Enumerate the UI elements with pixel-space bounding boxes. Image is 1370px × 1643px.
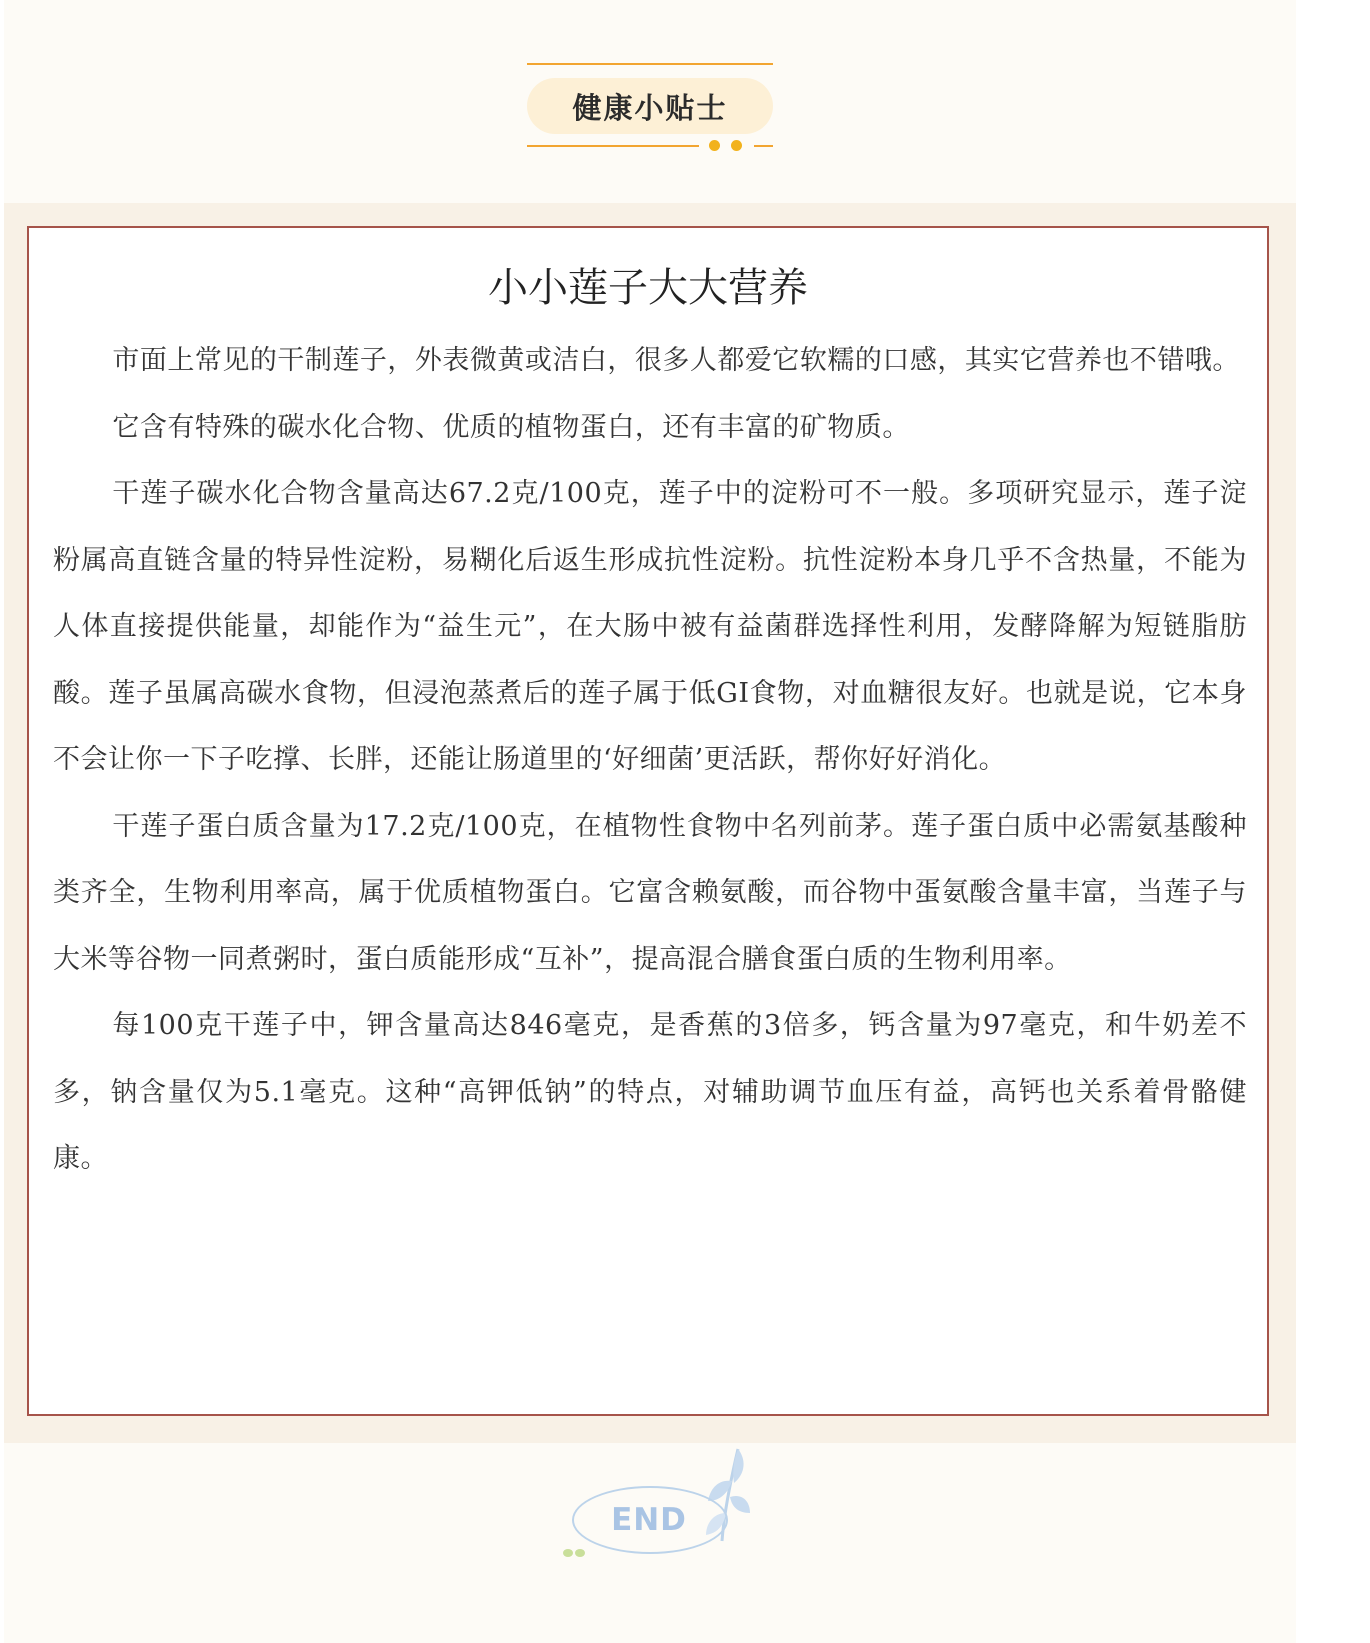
paragraph: 干莲子碳水化合物含量高达67.2克/100克，莲子中的淀粉可不一般。多项研究显示，莲子淀粉属高直链含量的特异性淀粉，易糊化后返生形成抗性淀粉。抗性淀粉本身几乎不含热量，不能为人体直接提供能量，却能作为“益生元”，在大肠中被有益菌群选择性利用，发酵降解为短链脂肪酸。莲子虽属高碳水食物，但浸泡蒸煮后的莲子属于低GI食物，对血糖很友好。也就是说，它本身不会让你一下子吃撑、长胖，还能让肠道里的‘好细菌’更活跃，帮你好好消化。 [53,478,1247,775]
article-body [53,328,1247,1193]
decor-dot-icon [709,140,720,151]
article-title: 小小莲子大大营养 [488,265,808,311]
tips-badge [527,78,773,134]
decor-dot-icon [731,140,742,151]
header [4,0,1296,203]
paragraph: 市面上常见的干制莲子，外表微黄或洁白，很多人都爱它软糯的口感，其实它营养也不错哦。 [112,345,1240,376]
content-band [4,203,1296,1443]
sprout-icon [556,1543,596,1563]
page [4,0,1296,1643]
header-bottom-rule-left [527,145,699,147]
footer [4,1443,1296,1643]
end-label: END [611,1502,687,1538]
paragraph: 干莲子蛋白质含量为17.2克/100克，在植物性食物中名列前茅。莲子蛋白质中必需氨基酸种类齐全，生物利用率高，属于优质植物蛋白。它富含赖氨酸，而谷物中蛋氨酸含量丰富，当莲子与大米等谷物一同煮粥时，蛋白质能形成“互补”，提高混合膳食蛋白质的生物利用率。 [53,810,1247,975]
article-card [27,226,1269,1416]
paragraph: 每100克干莲子中，钾含量高达846毫克，是香蕉的3倍多，钙含量为97毫克，和牛奶差不多，钠含量仅为5.1毫克。这种“高钾低钠”的特点，对辅助调节血压有益，高钙也关系着骨骼健康。 [53,1010,1247,1174]
badge-label: 健康小贴士 [572,90,728,125]
paragraph: 它含有特殊的碳水化合物、优质的植物蛋白，还有丰富的矿物质。 [112,411,910,443]
header-bottom-rule-right [754,145,773,147]
header-top-rule [527,63,773,65]
